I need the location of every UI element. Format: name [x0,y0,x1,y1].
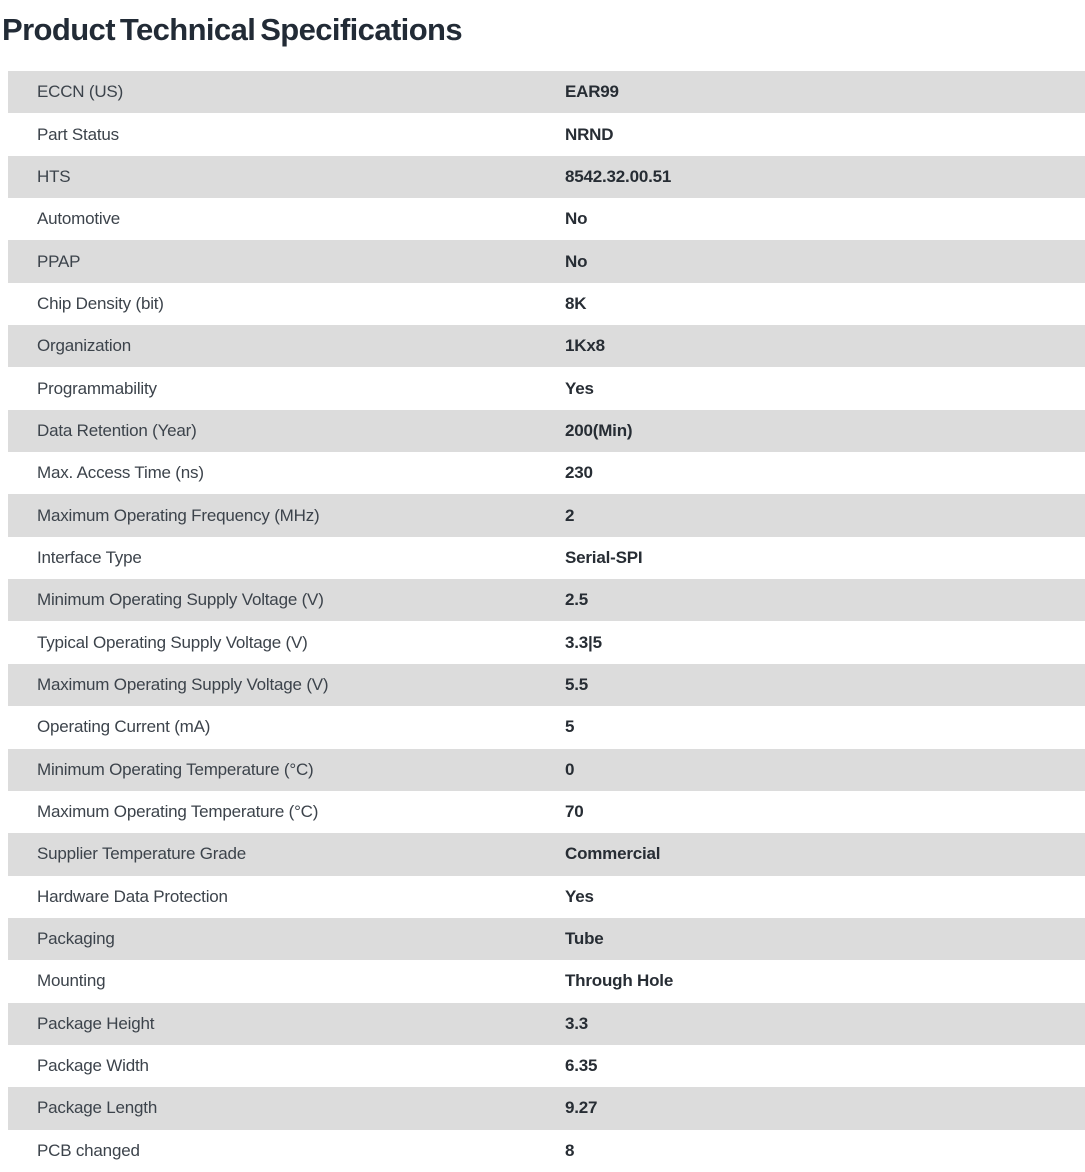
spec-value: Commercial [565,844,661,864]
spec-row [8,198,1085,240]
spec-value: Through Hole [565,971,674,991]
spec-table [8,71,1085,1172]
spec-label: PCB changed [37,1140,140,1160]
spec-label: Interface Type [37,547,142,567]
spec-value: Serial-SPI [565,547,643,567]
spec-value: 8K [565,293,587,313]
spec-value: EAR99 [565,82,619,102]
spec-label: PPAP [37,251,81,271]
spec-row [8,664,1085,706]
spec-value: 5.5 [565,674,589,694]
spec-value: 2.5 [565,590,589,610]
spec-label: Data Retention (Year) [37,420,197,440]
spec-value: 6.35 [565,1056,598,1076]
spec-row [8,1087,1085,1129]
spec-label: Package Width [37,1056,149,1076]
spec-value: No [565,251,588,271]
spec-row [8,876,1085,918]
spec-label: HTS [37,166,71,186]
spec-row [8,1045,1085,1087]
spec-row [8,621,1085,663]
spec-row [8,749,1085,791]
spec-label: Packaging [37,929,115,949]
spec-row [8,325,1085,367]
spec-label: Operating Current (mA) [37,717,211,737]
spec-label: Supplier Temperature Grade [37,844,246,864]
spec-row [8,1130,1085,1172]
spec-label: Automotive [37,209,121,229]
spec-row [8,240,1085,282]
spec-value: 5 [565,717,575,737]
spec-row [8,579,1085,621]
spec-row [8,494,1085,536]
spec-value: 8542.32.00.51 [565,166,672,186]
spec-row [8,791,1085,833]
spec-label: Programmability [37,378,157,398]
spec-row [8,283,1085,325]
spec-label: Hardware Data Protection [37,886,228,906]
spec-row [8,833,1085,875]
spec-label: Minimum Operating Supply Voltage (V) [37,590,324,610]
spec-row [8,71,1085,113]
spec-label: Max. Access Time (ns) [37,463,204,483]
spec-label: Package Length [37,1098,158,1118]
spec-value: 70 [565,802,584,822]
spec-label: Maximum Operating Temperature (°C) [37,802,319,822]
spec-label: ECCN (US) [37,82,124,102]
spec-value: 0 [565,759,575,779]
spec-row [8,537,1085,579]
spec-value: No [565,209,588,229]
spec-label: Mounting [37,971,106,991]
spec-label: Organization [37,336,131,356]
spec-label: Maximum Operating Supply Voltage (V) [37,674,329,694]
spec-label: Typical Operating Supply Voltage (V) [37,632,308,652]
spec-value: 230 [565,463,593,483]
spec-value: 9.27 [565,1098,598,1118]
spec-value: 200(Min) [565,420,633,440]
spec-row [8,1003,1085,1045]
spec-row [8,367,1085,409]
spec-value: 2 [565,505,575,525]
spec-value: 1Kx8 [565,336,605,356]
spec-label: Part Status [37,124,119,144]
spec-value: 3.3 [565,1013,589,1033]
spec-row [8,960,1085,1002]
spec-row [8,156,1085,198]
spec-label: Package Height [37,1013,155,1033]
spec-row [8,410,1085,452]
spec-value: Tube [565,929,604,949]
page-title: Product Technical Specifications [2,12,463,47]
spec-row [8,918,1085,960]
spec-value: NRND [565,124,614,144]
spec-row [8,452,1085,494]
spec-label: Minimum Operating Temperature (°C) [37,759,314,779]
spec-label: Chip Density (bit) [37,293,164,313]
spec-value: 3.3|5 [565,632,602,652]
spec-value: 8 [565,1140,575,1160]
spec-row [8,706,1085,748]
spec-value: Yes [565,886,594,906]
spec-label: Maximum Operating Frequency (MHz) [37,505,320,525]
spec-value: Yes [565,378,594,398]
spec-row [8,113,1085,155]
